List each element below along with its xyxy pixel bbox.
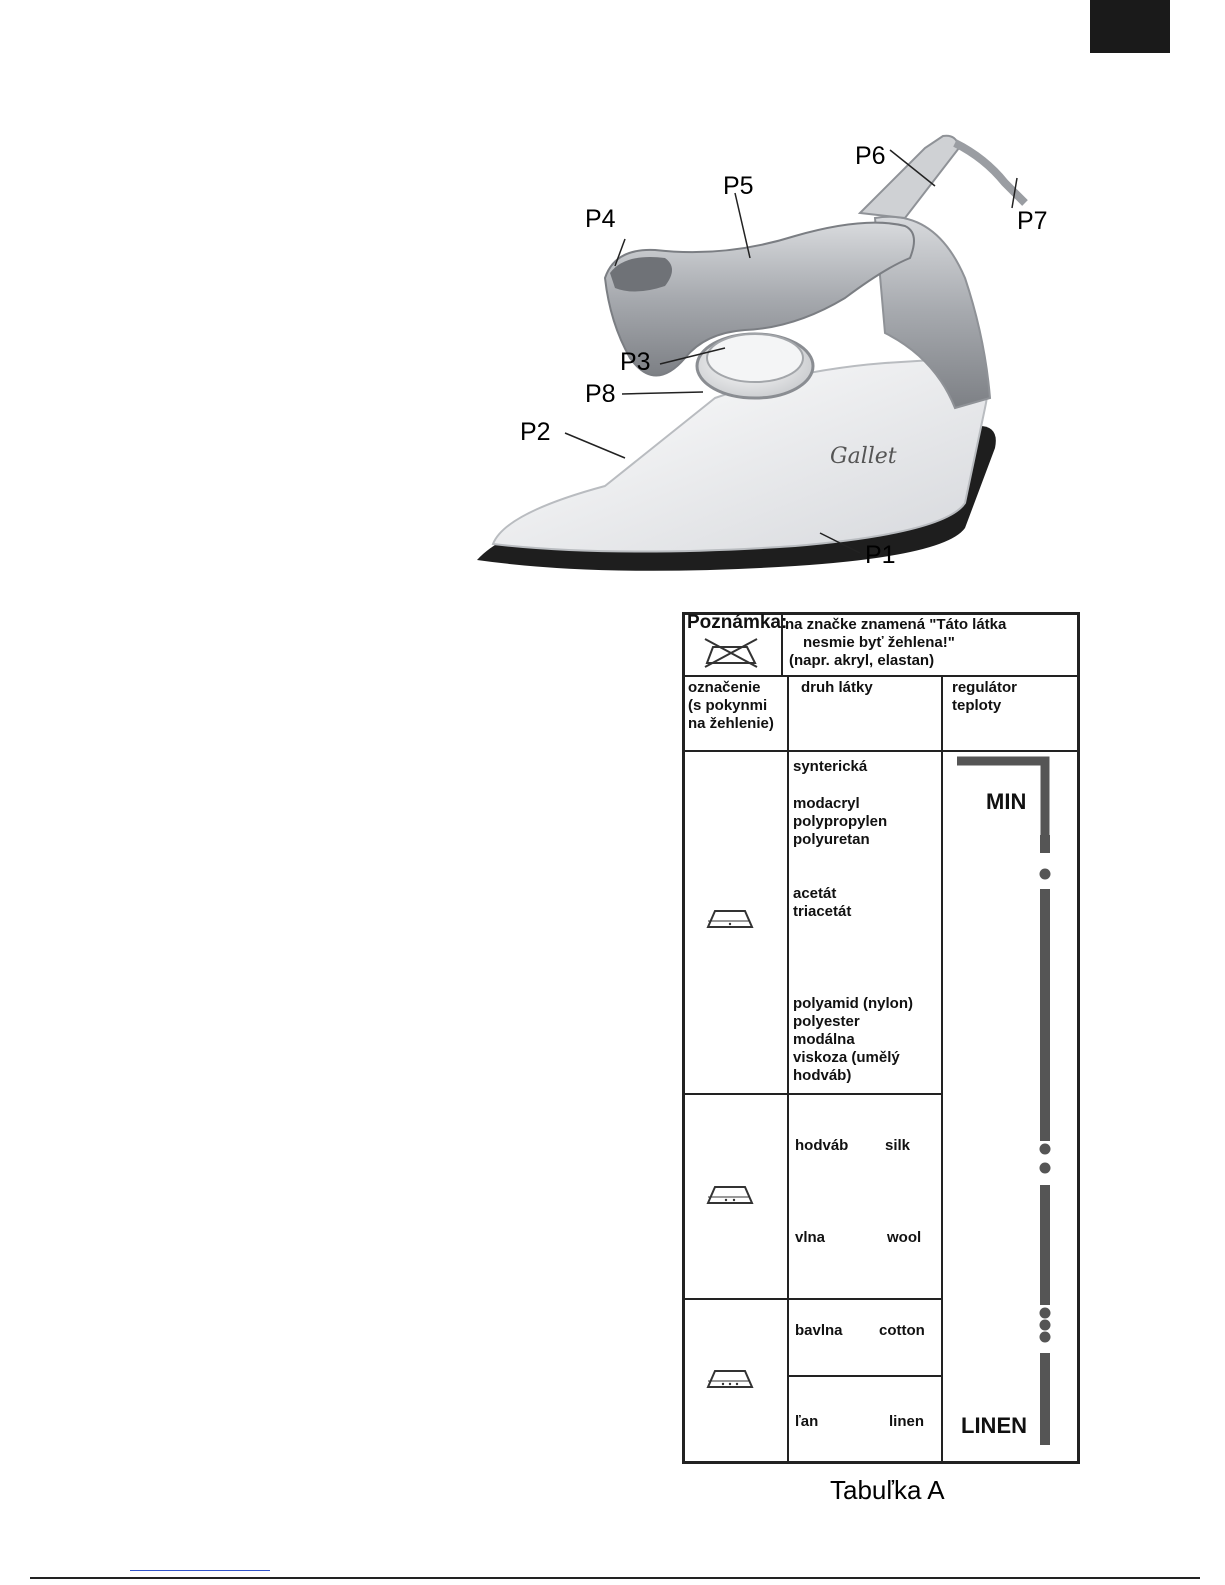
header-marking-3: na žehlenie) [688,715,774,732]
footer-link-underline [130,1570,270,1571]
header-marking-2: (s pokynmi [688,697,768,714]
fabric-hodvab-umely: hodváb) [793,1067,852,1084]
footer-rule [30,1577,1200,1579]
fabric-silk-sk: hodváb [795,1137,849,1154]
fabric-triacetat: triacetát [793,903,852,920]
callout-p3: P3 [620,348,651,376]
fabric-modalna: modálna [793,1031,855,1048]
callout-p7: P7 [1017,207,1048,235]
no-iron-icon [701,637,761,669]
fabric-viskoza: viskoza (umělý [793,1049,900,1066]
iron-one-dot-icon [705,907,755,929]
iron-photo [465,108,1085,608]
fabric-polyamid: polyamid (nylon) [793,995,913,1012]
note-line1: na značke znamená "Táto látka [785,616,1007,633]
brand-logo: Gallet [830,444,897,469]
scale-min-label: MIN [986,789,1027,814]
header-fabric: druh látky [801,679,873,696]
fabric-acetat: acetát [793,885,837,902]
fabric-linen-en: linen [889,1413,925,1430]
fabric-polyester: polyester [793,1013,860,1030]
callout-p6: P6 [855,142,886,170]
callout-p4: P4 [585,205,616,233]
iron-two-dots-icon [705,1183,755,1205]
fabric-linen-sk: ľan [795,1413,819,1430]
temperature-scale [955,755,1055,1455]
iron-three-dots-icon [705,1367,755,1389]
fabric-wool-en: wool [887,1229,922,1246]
language-tab [1090,0,1170,53]
header-temp-2: teploty [952,697,1002,714]
ironing-table [682,612,1080,1464]
callout-p1: P1 [865,541,896,569]
fabric-wool-sk: vlna [795,1229,826,1246]
fabric-polypropylen: polypropylen [793,813,888,830]
header-marking-1: označenie [688,679,761,696]
callout-p2: P2 [520,418,551,446]
table-caption: Tabuľka A [830,1475,945,1505]
fabric-cotton-en: cotton [879,1322,925,1339]
fabric-silk-en: silk [885,1137,911,1154]
scale-max-label: LINEN [961,1413,1027,1438]
fabric-cotton-sk: bavlna [795,1322,843,1339]
fabric-polyuretan: polyuretan [793,831,870,848]
fabric-modacryl: modacryl [793,795,860,812]
note-line3: (napr. akryl, elastan) [789,652,935,669]
fabric-synthetic: synterická [793,758,868,775]
callout-p5: P5 [723,172,754,200]
note-label: Poznámka: [687,612,788,633]
callout-p8: P8 [585,380,616,408]
note-line2: nesmie byť žehlena!" [803,634,955,651]
header-temp-1: regulátor [952,679,1018,696]
